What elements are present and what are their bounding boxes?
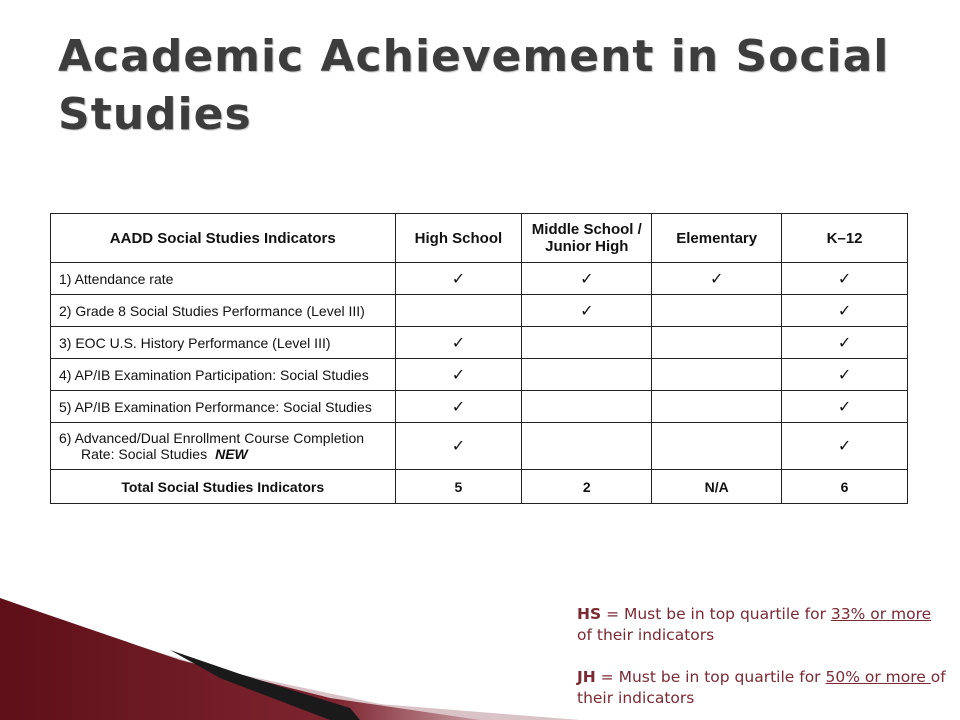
header-elementary: Elementary (652, 214, 782, 263)
check-cell: ✓ (395, 263, 522, 295)
total-row (51, 470, 908, 504)
check-cell (652, 359, 782, 391)
header-middle-school: Middle School / Junior High (522, 214, 652, 263)
hs-note (577, 604, 947, 646)
header-high-school: High School (395, 214, 522, 263)
check-cell (652, 295, 782, 327)
check-cell: ✓ (395, 391, 522, 423)
check-cell (522, 391, 652, 423)
check-cell: ✓ (782, 263, 908, 295)
check-cell (652, 327, 782, 359)
row-label-line2: Rate: Social Studies (81, 446, 208, 462)
row-label (51, 423, 396, 470)
total-cell: N/A (652, 470, 782, 504)
check-cell: ✓ (782, 359, 908, 391)
table-row (51, 327, 908, 359)
jh-threshold: 50% or more (825, 668, 931, 686)
jh-abbr: JH (577, 668, 596, 686)
check-cell (652, 423, 782, 470)
total-cell: 6 (782, 470, 908, 504)
check-cell: ✓ (652, 263, 782, 295)
total-cell: 2 (522, 470, 652, 504)
row-label: 2) Grade 8 Social Studies Performance (Level III) (51, 295, 396, 327)
check-cell: ✓ (522, 295, 652, 327)
indicators-table (50, 213, 908, 504)
check-cell: ✓ (782, 295, 908, 327)
total-cell: 5 (395, 470, 522, 504)
total-label: Total Social Studies Indicators (51, 470, 396, 504)
check-cell (652, 391, 782, 423)
criteria-notes (577, 604, 947, 709)
check-cell: ✓ (782, 423, 908, 470)
check-cell: ✓ (395, 423, 522, 470)
header-indicators: AADD Social Studies Indicators (51, 214, 396, 263)
row-label: 4) AP/IB Examination Participation: Social Studies (51, 359, 396, 391)
swoosh-maroon-band (0, 598, 480, 720)
table-row (51, 263, 908, 295)
table-row (51, 295, 908, 327)
hs-text-2: of their indicators (577, 626, 715, 644)
row-label: 1) Attendance rate (51, 263, 396, 295)
row-label: 5) AP/IB Examination Performance: Social Studies (51, 391, 396, 423)
new-tag: NEW (215, 446, 248, 462)
table-row (51, 359, 908, 391)
hs-threshold: 33% or more (830, 605, 932, 623)
jh-note (577, 667, 947, 709)
check-cell: ✓ (395, 327, 522, 359)
check-cell (522, 359, 652, 391)
check-cell (522, 423, 652, 470)
table-row (51, 391, 908, 423)
check-cell (522, 327, 652, 359)
check-cell (395, 295, 522, 327)
check-cell: ✓ (782, 391, 908, 423)
decorative-swoosh (0, 598, 580, 720)
row-label: 3) EOC U.S. History Performance (Level III) (51, 327, 396, 359)
slide-title: Academic Achievement in Social Studies (58, 31, 890, 140)
header-k12: K–12 (782, 214, 908, 263)
hs-text-1: = Must be in top quartile for (601, 605, 831, 623)
table-header-row (51, 214, 908, 263)
check-cell: ✓ (395, 359, 522, 391)
jh-text-1: = Must be in top quartile for (595, 668, 826, 686)
hs-abbr: HS (577, 605, 602, 623)
row-label-line1: 6) Advanced/Dual Enrollment Course Completion (59, 430, 365, 446)
check-cell: ✓ (782, 327, 908, 359)
jh-text-2: of their indicators (577, 668, 946, 707)
table-row (51, 423, 908, 470)
check-cell: ✓ (522, 263, 652, 295)
